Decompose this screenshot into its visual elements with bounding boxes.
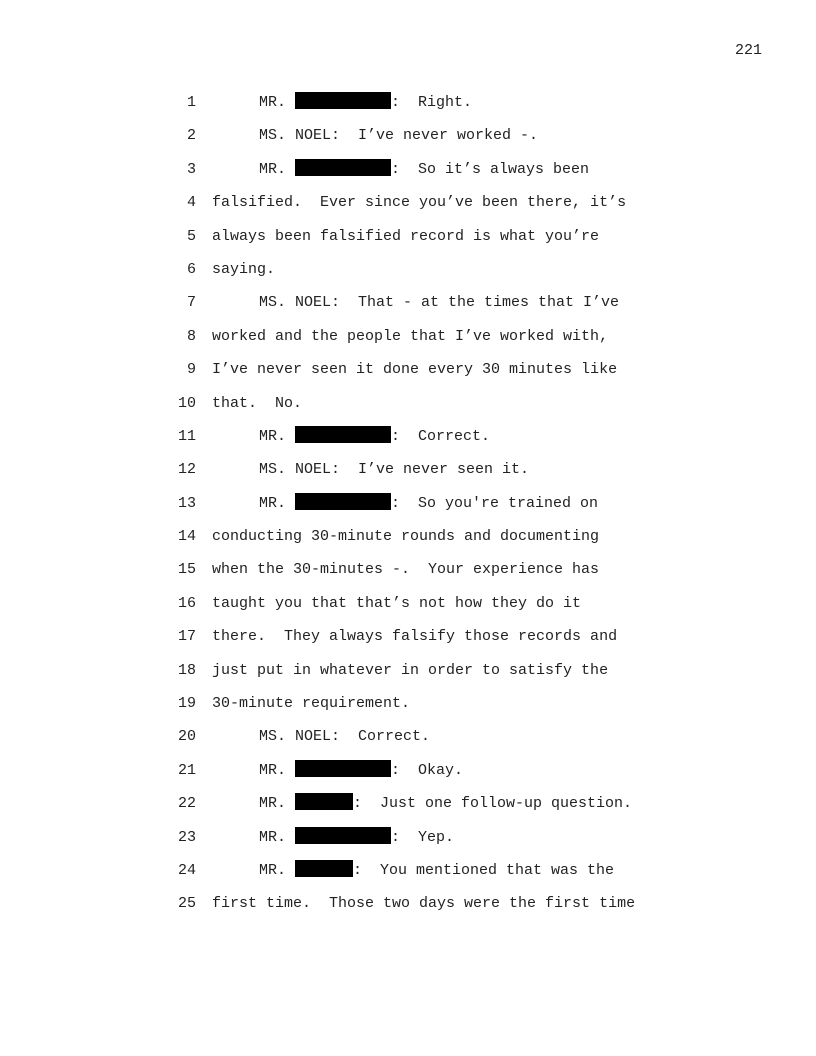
speaker-prefix: MR. (259, 761, 296, 779)
redaction-block (295, 793, 353, 810)
line-text: saying. (212, 260, 276, 278)
line-text: when the 30-minutes -. Your experience has (212, 561, 600, 579)
transcript-line (170, 821, 790, 854)
transcript-line (170, 553, 790, 586)
line-number: 7 (186, 294, 196, 312)
speaker-prefix: MR. (259, 494, 296, 512)
redaction-block (295, 827, 391, 844)
transcript-line (170, 387, 790, 420)
line-number: 25 (177, 895, 196, 913)
transcript-line (170, 654, 790, 687)
line-text: falsified. Ever since you’ve been there, it’s (212, 194, 627, 212)
speaker-prefix: MR. (259, 795, 296, 813)
line-number: 13 (177, 494, 196, 512)
speech-text: : Okay. (391, 761, 464, 779)
line-number: 19 (177, 695, 196, 713)
line-number: 14 (177, 528, 196, 546)
line-text: I’ve never seen it done every 30 minutes like (212, 361, 618, 379)
line-number: 5 (186, 227, 196, 245)
line-number: 10 (177, 394, 196, 412)
redaction-block (295, 860, 353, 877)
line-number: 15 (177, 561, 196, 579)
transcript-line (170, 487, 790, 520)
line-number: 20 (177, 728, 196, 746)
transcript-line (170, 320, 790, 353)
transcript-line (170, 86, 790, 119)
redaction-block (295, 493, 391, 510)
redaction-block (295, 426, 391, 443)
line-text: worked and the people that I’ve worked with, (212, 327, 609, 345)
speech-text: : Yep. (391, 828, 455, 846)
transcript-line (170, 286, 790, 319)
line-text (212, 854, 614, 887)
speech-text: : So you're trained on (391, 494, 599, 512)
line-number: 4 (186, 194, 196, 212)
transcript-line (170, 220, 790, 253)
line-text: there. They always falsify those records and (212, 628, 618, 646)
transcript-line (170, 720, 790, 753)
line-text (212, 787, 632, 820)
transcript-line (170, 787, 790, 820)
speech-text: : Right. (391, 94, 473, 111)
transcript-line (170, 620, 790, 653)
line-number: 23 (177, 828, 196, 846)
transcript-line (170, 153, 790, 186)
line-number: 18 (177, 661, 196, 679)
transcript-lines (170, 86, 790, 921)
redaction-block (295, 159, 391, 176)
transcript-line (170, 854, 790, 887)
line-number: 21 (177, 761, 196, 779)
line-text: MS. NOEL: That - at the times that I’ve (259, 294, 620, 312)
line-number: 1 (186, 94, 196, 111)
line-number: 2 (186, 127, 196, 145)
transcript-line (170, 119, 790, 152)
transcript-line (170, 887, 790, 920)
line-text: conducting 30-minute rounds and documenting (212, 528, 600, 546)
transcript-line (170, 687, 790, 720)
speech-text: : Just one follow-up question. (353, 795, 633, 813)
line-number: 12 (177, 461, 196, 479)
line-text: taught you that that’s not how they do it (212, 594, 582, 612)
line-text: always been falsified record is what you’re (212, 227, 600, 245)
speaker-prefix: MR. (259, 427, 296, 445)
redaction-block (295, 92, 391, 109)
line-text: MS. NOEL: I’ve never seen it. (259, 461, 530, 479)
transcript-line (170, 587, 790, 620)
line-text: that. No. (212, 394, 303, 412)
transcript-line (170, 253, 790, 286)
line-number: 24 (177, 861, 196, 879)
page-number: 221 (734, 42, 762, 59)
line-number: 17 (177, 628, 196, 646)
transcript-line (170, 186, 790, 219)
speaker-prefix: MR. (259, 828, 296, 846)
line-text: MS. NOEL: I’ve never worked -. (259, 127, 539, 145)
line-number: 8 (186, 327, 196, 345)
transcript-line (170, 420, 790, 453)
line-text (212, 420, 490, 453)
line-text (212, 487, 598, 520)
line-number: 6 (186, 260, 196, 278)
line-text: MS. NOEL: Correct. (259, 728, 431, 746)
speech-text: : You mentioned that was the (353, 861, 615, 879)
transcript-line (170, 453, 790, 486)
transcript-line (170, 353, 790, 386)
line-text (212, 821, 454, 854)
line-number: 3 (186, 160, 196, 178)
line-text (212, 754, 463, 787)
line-number: 22 (177, 795, 196, 813)
line-text (212, 86, 472, 119)
line-number: 16 (177, 594, 196, 612)
redaction-block (295, 760, 391, 777)
line-number: 11 (177, 427, 196, 445)
transcript-line (170, 754, 790, 787)
speech-text: : Correct. (391, 427, 491, 445)
transcript-line (170, 520, 790, 553)
line-text: 30-minute requirement. (212, 695, 411, 713)
line-text (212, 153, 589, 186)
speech-text: : So it’s always been (391, 160, 590, 178)
speaker-prefix: MR. (259, 160, 296, 178)
line-text: just put in whatever in order to satisfy the (212, 661, 609, 679)
speaker-prefix: MR. (259, 861, 296, 879)
speaker-prefix: MR. (259, 94, 296, 111)
line-text: first time. Those two days were the first time (212, 895, 636, 913)
line-number: 9 (186, 361, 196, 379)
